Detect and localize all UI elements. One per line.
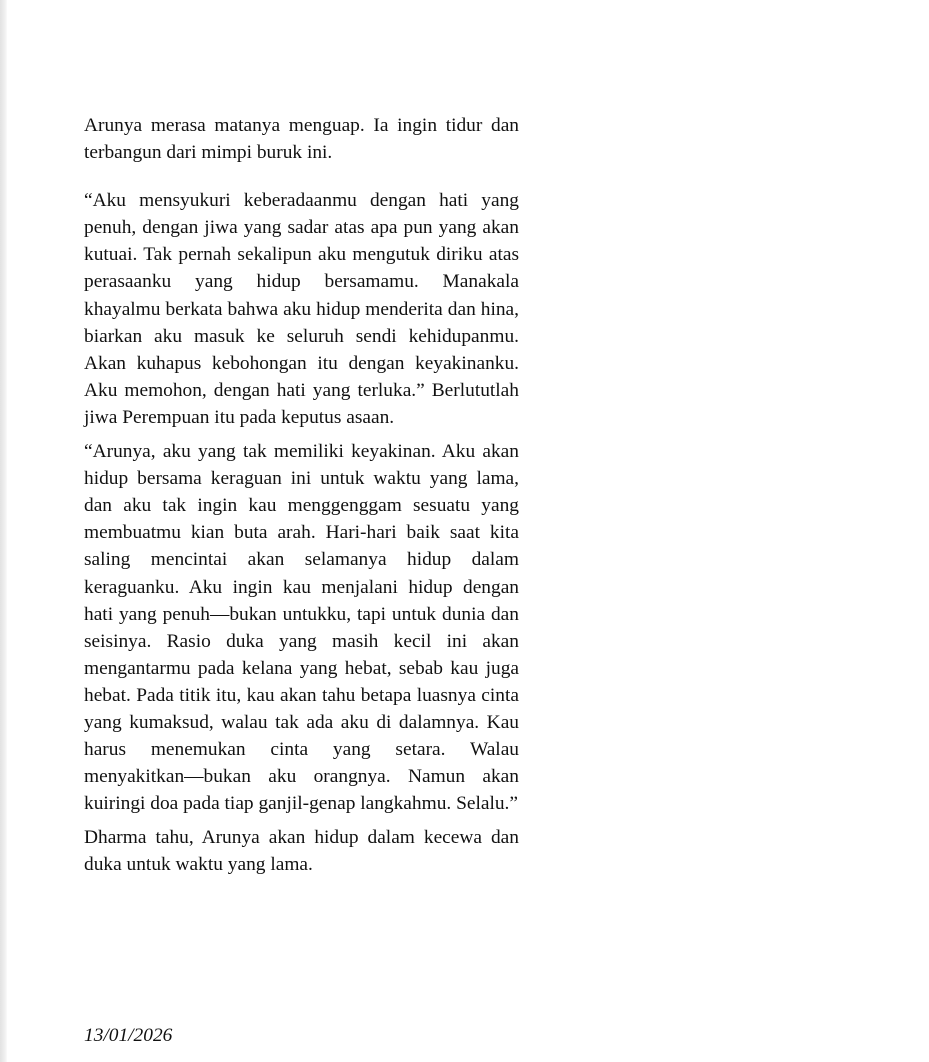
document-date: 13/01/2026	[84, 1025, 173, 1046]
body-text	[84, 112, 519, 879]
page-left-edge-shadow	[0, 0, 7, 1062]
paragraph-3: “Arunya, aku yang tak memiliki keyakinan. Aku akan hidup bersama keraguan ini untuk waktu yang lama, dan aku tak ingin kau menggenggam sesuatu yang membuatmu kian buta arah. Hari-hari baik saat kita saling mencintai akan selamanya hidup dalam keraguanku. Aku ingin kau menjalani hidup dengan hati yang penuh—bukan untukku, tapi untuk dunia dan seisinya. Rasio duka yang masih kecil ini akan mengantarmu pada kelana yang hebat, sebab kau juga hebat. Pada titik itu, kau akan tahu betapa luasnya cinta yang kumaksud, walau tak ada aku di dalamnya. Kau harus menemukan cinta yang setara. Walau menyakitkan—bukan aku orangnya. Namun akan kuiringi doa pada tiap ganjil-genap langkahmu. Selalu.”	[84, 441, 519, 815]
paragraph-1: Arunya merasa matanya menguap. Ia ingin tidur dan terbangun dari mimpi buruk ini.	[84, 115, 519, 164]
document-page	[7, 0, 929, 1062]
paragraph-2: “Aku mensyukuri keberadaanmu dengan hati yang penuh, dengan jiwa yang sadar atas apa pun yang akan kutuai. Tak pernah sekalipun aku mengutuk diriku atas perasaanku yang hidup bersamamu. Manakala khayalmu berkata bahwa aku hidup menderita dan hina, biarkan aku masuk ke seluruh sendi kehidupanmu. Akan kuhapus kebohongan itu dengan keyakinanku. Aku memohon, dengan hati yang terluka.” Berlututlah jiwa Perempuan itu pada keputus asaan.	[84, 190, 519, 428]
paragraph-4: Dharma tahu, Arunya akan hidup dalam kecewa dan duka untuk waktu yang lama.	[84, 827, 519, 876]
